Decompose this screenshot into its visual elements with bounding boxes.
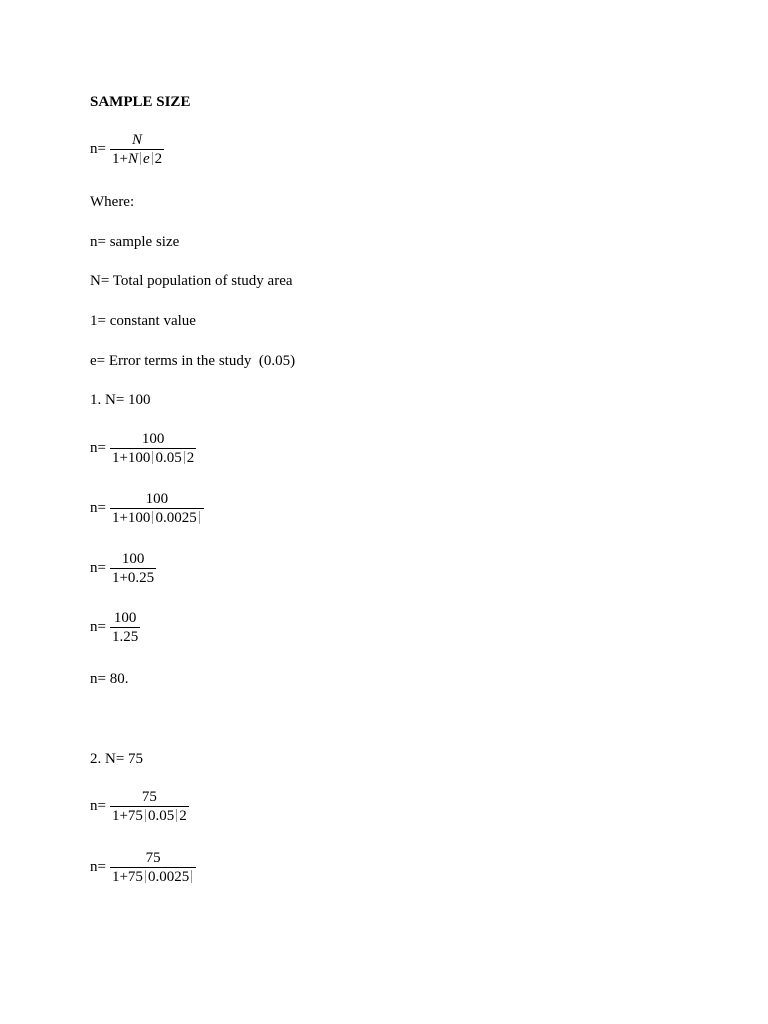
equation-lhs: n= bbox=[90, 500, 106, 516]
page-title: SAMPLE SIZE bbox=[90, 94, 191, 110]
fraction bbox=[110, 490, 204, 527]
equation-lhs: n= bbox=[90, 619, 106, 635]
paren-mark bbox=[176, 809, 177, 822]
definition-n: n= sample size bbox=[90, 234, 180, 250]
fraction-numerator: 100 bbox=[113, 610, 137, 626]
formula-den-e: e bbox=[142, 151, 150, 167]
paren-mark bbox=[145, 809, 146, 822]
den-part: 0.0025 bbox=[155, 510, 197, 526]
fraction bbox=[110, 430, 196, 467]
den-part: 0.0025 bbox=[147, 869, 190, 885]
paren-mark bbox=[152, 451, 153, 464]
formula-den-n: N bbox=[127, 151, 138, 167]
formula-den-pow: 2 bbox=[154, 151, 163, 167]
fraction bbox=[110, 849, 196, 886]
den-part: 0.05 bbox=[147, 808, 175, 824]
equation-lhs: n= bbox=[90, 560, 106, 576]
fraction-denominator bbox=[110, 867, 196, 886]
formula-general bbox=[90, 131, 164, 168]
formula-fraction bbox=[110, 131, 164, 168]
den-part: 1+100 bbox=[111, 510, 151, 526]
paren-mark bbox=[184, 451, 185, 464]
example1-step3 bbox=[90, 550, 156, 587]
example2-heading: 2. N= 75 bbox=[90, 751, 144, 767]
fraction-numerator: 75 bbox=[145, 850, 161, 866]
fraction bbox=[110, 788, 189, 825]
definition-e: e= Error terms in the study (0.05) bbox=[90, 353, 296, 369]
definition-N: N= Total population of study area bbox=[90, 273, 293, 289]
example1-heading: 1. N= 100 bbox=[90, 392, 151, 408]
den-part: 1+75 bbox=[111, 869, 143, 885]
fraction bbox=[110, 550, 156, 587]
den-part: 1+100 bbox=[111, 450, 151, 466]
equation-lhs: n= bbox=[90, 440, 106, 456]
fraction-numerator: 100 bbox=[145, 491, 169, 507]
paren-mark bbox=[191, 870, 192, 883]
fraction-denominator bbox=[110, 508, 204, 527]
formula-lhs: n= bbox=[90, 141, 106, 157]
den-part: 2 bbox=[179, 808, 187, 824]
definition-one: 1= constant value bbox=[90, 313, 196, 329]
den-part: 2 bbox=[186, 450, 195, 466]
fraction-denominator: 1+0.25 bbox=[111, 570, 155, 586]
example1-step2 bbox=[90, 490, 204, 527]
paren-mark bbox=[152, 152, 153, 165]
fraction-denominator bbox=[110, 448, 196, 467]
where-label: Where: bbox=[90, 194, 135, 210]
equation-lhs: n= bbox=[90, 859, 106, 875]
fraction-numerator: 100 bbox=[141, 431, 165, 447]
fraction-denominator: 1.25 bbox=[111, 629, 139, 645]
formula-numerator: N bbox=[132, 132, 143, 148]
fraction-numerator: 75 bbox=[141, 789, 157, 805]
paren-mark bbox=[152, 511, 153, 524]
paren-mark bbox=[145, 870, 146, 883]
example2-step2 bbox=[90, 849, 196, 886]
paren-mark bbox=[199, 511, 200, 524]
den-part: 0.05 bbox=[155, 450, 182, 466]
example1-step1 bbox=[90, 430, 196, 467]
paren-mark bbox=[140, 152, 141, 165]
example2-step1 bbox=[90, 788, 189, 825]
formula-denominator bbox=[110, 149, 164, 168]
formula-den-one: 1+ bbox=[111, 151, 128, 167]
fraction-denominator bbox=[110, 806, 189, 825]
example1-step4 bbox=[90, 609, 140, 646]
example1-result: n= 80. bbox=[90, 671, 129, 687]
fraction-numerator: 100 bbox=[121, 551, 145, 567]
fraction bbox=[110, 609, 140, 646]
equation-lhs: n= bbox=[90, 798, 106, 814]
den-part: 1+75 bbox=[111, 808, 143, 824]
